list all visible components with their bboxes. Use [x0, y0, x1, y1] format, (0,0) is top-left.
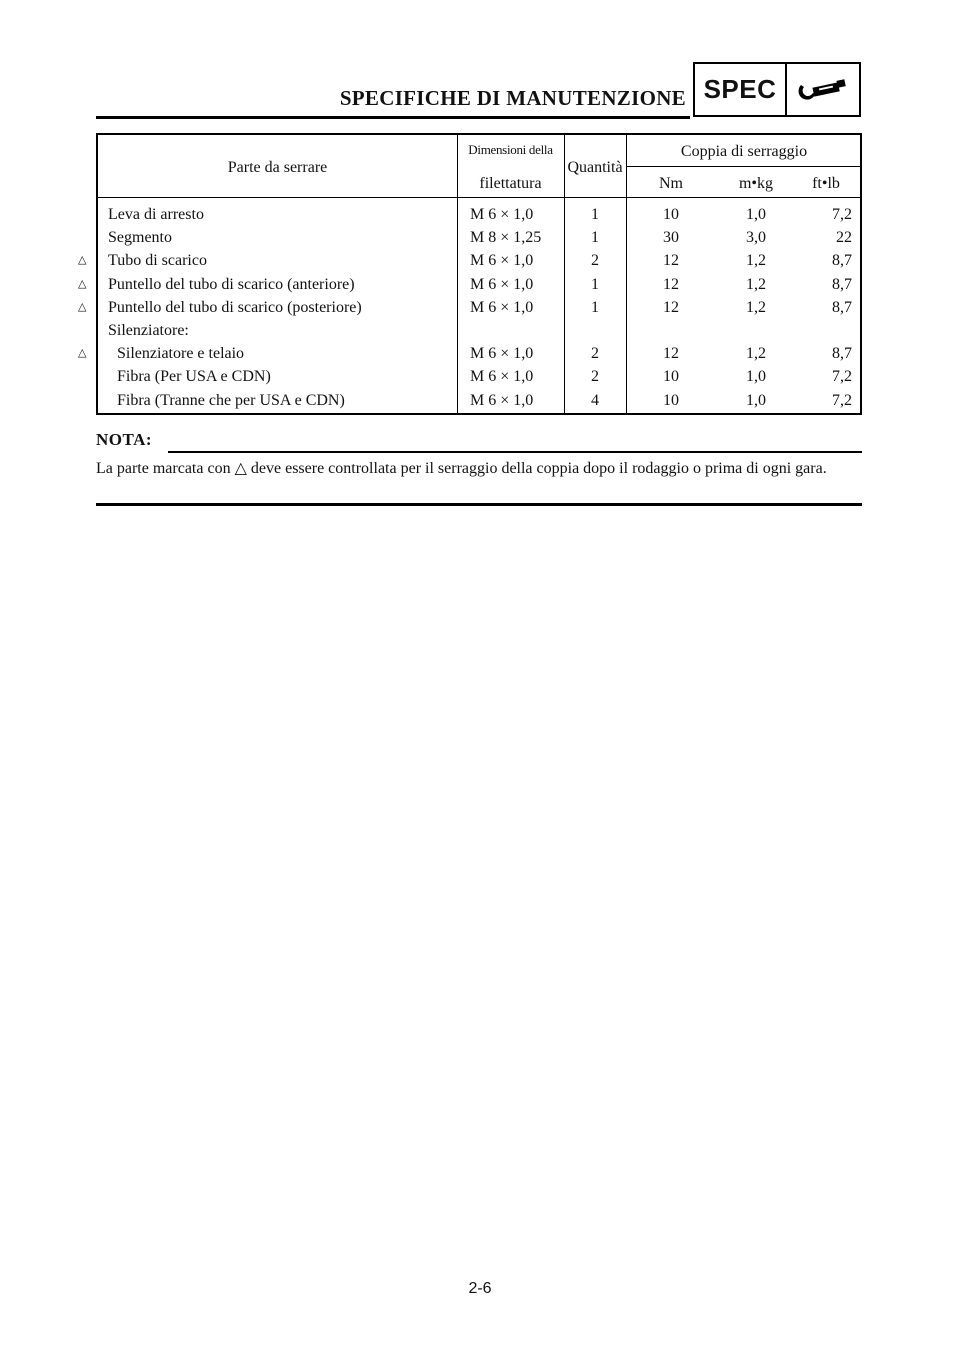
- cell-part: Tubo di scarico: [108, 252, 207, 270]
- header-thread-bottom: filettatura: [479, 175, 542, 192]
- triangle-mark-icon: △: [78, 253, 87, 267]
- cell-part: Fibra (Tranne che per USA e CDN): [117, 391, 345, 409]
- cell-mkg: 1,0: [746, 368, 766, 386]
- cell-thread: M 6 × 1,0: [470, 391, 534, 409]
- cell-qty: 2: [591, 252, 599, 270]
- header-rule: [96, 116, 690, 119]
- header-nm: Nm: [659, 175, 683, 192]
- cell-nm: 10: [663, 391, 679, 409]
- cell-thread: M 6 × 1,0: [470, 298, 534, 316]
- cell-qty: 1: [591, 229, 599, 247]
- nota-label: NOTA:: [96, 430, 153, 449]
- cell-part: Puntello del tubo di scarico (posteriore): [108, 298, 362, 316]
- cell-mkg: 1,2: [746, 298, 766, 316]
- cell-ftlb: 8,7: [832, 275, 852, 293]
- cell-thread: M 8 × 1,25: [470, 229, 542, 247]
- cell-part: Puntello del tubo di scarico (anteriore): [108, 275, 355, 293]
- cell-nm: 12: [663, 298, 679, 316]
- spec-label: SPEC: [695, 64, 787, 115]
- cell-part: Silenziatore:: [108, 322, 189, 339]
- cell-mkg: 1,0: [746, 391, 766, 409]
- cell-mkg: 1,2: [746, 275, 766, 293]
- nota-text: La parte marcata con △ deve essere controllata per il serraggio della coppia dopo il rodaggio o prima di ogni gara.: [96, 460, 827, 477]
- header-qty: Quantità: [567, 159, 623, 176]
- nota-rule-bottom: [96, 503, 862, 506]
- torque-table: [96, 133, 862, 415]
- cell-qty: 1: [591, 206, 599, 223]
- nota-rule-top: [168, 451, 862, 453]
- header-divider: [98, 197, 860, 198]
- header-subdivider: [626, 166, 860, 167]
- header-thread-top: Dimensioni della: [468, 142, 553, 157]
- header-ftlb: ft•lb: [812, 175, 840, 192]
- header-part: Parte da serrare: [227, 159, 328, 176]
- cell-ftlb: 7,2: [832, 206, 852, 223]
- cell-thread: M 6 × 1,0: [470, 252, 534, 270]
- page-title: SPECIFICHE DI MANUTENZIONE: [339, 86, 686, 110]
- cell-part: Segmento: [108, 229, 172, 247]
- cell-part: Silenziatore e telaio: [117, 345, 245, 363]
- header-mkg: m•kg: [738, 175, 774, 192]
- cell-thread: M 6 × 1,0: [470, 345, 534, 363]
- cell-ftlb: 7,2: [832, 368, 852, 386]
- cell-ftlb: 7,2: [832, 391, 852, 409]
- cell-nm: 30: [663, 229, 679, 247]
- cell-thread: M 6 × 1,0: [470, 368, 534, 386]
- triangle-mark-icon: △: [78, 299, 87, 313]
- cell-mkg: 1,2: [746, 252, 766, 270]
- cell-qty: 2: [591, 345, 599, 363]
- cell-mkg: 3,0: [746, 229, 766, 247]
- cell-nm: 12: [663, 275, 679, 293]
- cell-nm: 12: [663, 345, 679, 363]
- cell-qty: 4: [591, 391, 599, 409]
- cell-nm: 12: [663, 252, 679, 270]
- cell-mkg: 1,0: [746, 206, 766, 223]
- cell-part: Fibra (Per USA e CDN): [117, 368, 271, 386]
- cell-nm: 10: [663, 206, 679, 223]
- cell-ftlb: 22: [836, 229, 852, 247]
- cell-ftlb: 8,7: [832, 345, 852, 363]
- cell-nm: 10: [663, 368, 679, 386]
- cell-qty: 1: [591, 298, 599, 316]
- cell-ftlb: 8,7: [832, 298, 852, 316]
- cell-mkg: 1,2: [746, 345, 766, 363]
- page-number: 2-6: [468, 1280, 492, 1297]
- cell-qty: 2: [591, 368, 599, 386]
- cell-qty: 1: [591, 275, 599, 293]
- cell-part: Leva di arresto: [108, 206, 204, 223]
- spec-badge: [693, 62, 861, 117]
- cell-ftlb: 8,7: [832, 252, 852, 270]
- triangle-mark-icon: △: [78, 276, 87, 290]
- cell-thread: M 6 × 1,0: [470, 275, 534, 293]
- header-torque: Coppia di serraggio: [680, 143, 808, 160]
- wrench-icon: [787, 64, 859, 115]
- cell-thread: M 6 × 1,0: [470, 206, 534, 223]
- triangle-mark-icon: △: [78, 346, 87, 360]
